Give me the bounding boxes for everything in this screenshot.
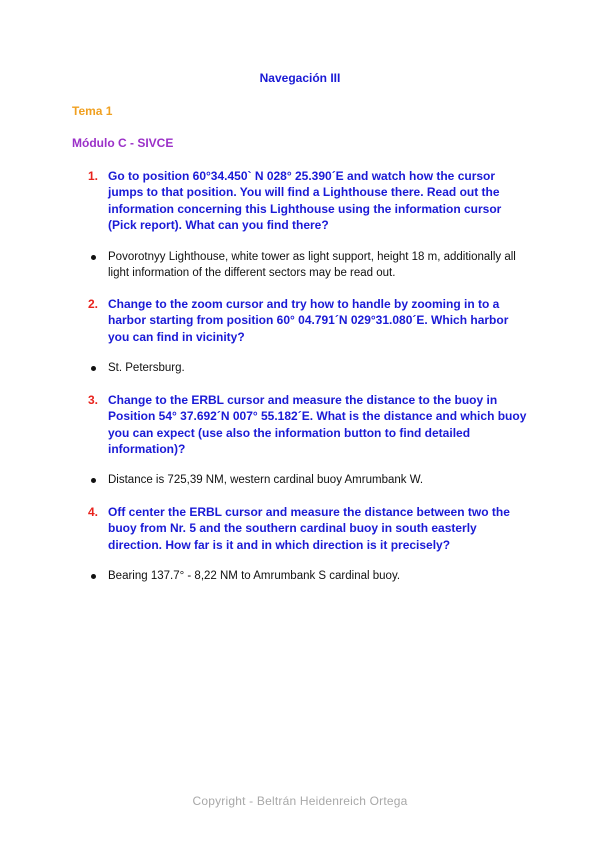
question-1 [88, 168, 528, 233]
question-text: Off center the ERBL cursor and measure the distance between two the buoy from Nr. 5 and the southern cardinal buoy in south easterly direction. How far is it and in which direction is it precisely? [108, 505, 510, 552]
page-title: Navegación III [259, 71, 341, 85]
topic-heading: Tema 1 [72, 104, 113, 118]
answer-1 [108, 249, 528, 282]
answer-4 [108, 568, 528, 584]
answer-text: Distance is 725,39 NM, western cardinal buoy Amrumbank W. [108, 474, 424, 486]
question-text: Change to the ERBL cursor and measure the distance to the buoy in Position 54° 37.692´N 007° 55.182´E. What is the distance and which buoy you can expect (use also the information button to find detailed information)? [108, 393, 527, 456]
question-3 [88, 392, 528, 457]
question-number: 2. [88, 297, 99, 311]
copyright-footer: Copyright - Beltrán Heidenreich Ortega [192, 794, 408, 808]
bullet-icon [91, 574, 96, 579]
answer-3 [108, 472, 528, 488]
bullet-icon [91, 255, 96, 260]
module-heading: Módulo C - SIVCE [72, 136, 174, 150]
question-4 [88, 504, 528, 553]
bullet-icon [91, 366, 96, 371]
question-2 [88, 296, 528, 345]
question-text: Change to the zoom cursor and try how to handle by zooming in to a harbor starting from position 60° 04.791´N 029°31.080´E. Which harbor you can find in vicinity? [108, 297, 509, 344]
answer-text: Povorotnyy Lighthouse, white tower as light support, height 18 m, additionally all light information of the different sectors may be read out. [108, 251, 516, 280]
answer-text: Bearing 137.7° - 8,22 NM to Amrumbank S cardinal buoy. [108, 570, 401, 582]
answer-text: St. Petersburg. [108, 362, 185, 374]
question-number: 1. [88, 169, 99, 183]
question-number: 3. [88, 393, 99, 407]
answer-2 [108, 360, 528, 376]
question-text: Go to position 60°34.450` N 028° 25.390´E and watch how the cursor jumps to that position. You will find a Lighthouse there. Read out the information concerning this Lighthouse using the information cursor (Pick report). What can you find there? [108, 169, 502, 232]
question-number: 4. [88, 505, 99, 519]
bullet-icon [91, 478, 96, 483]
